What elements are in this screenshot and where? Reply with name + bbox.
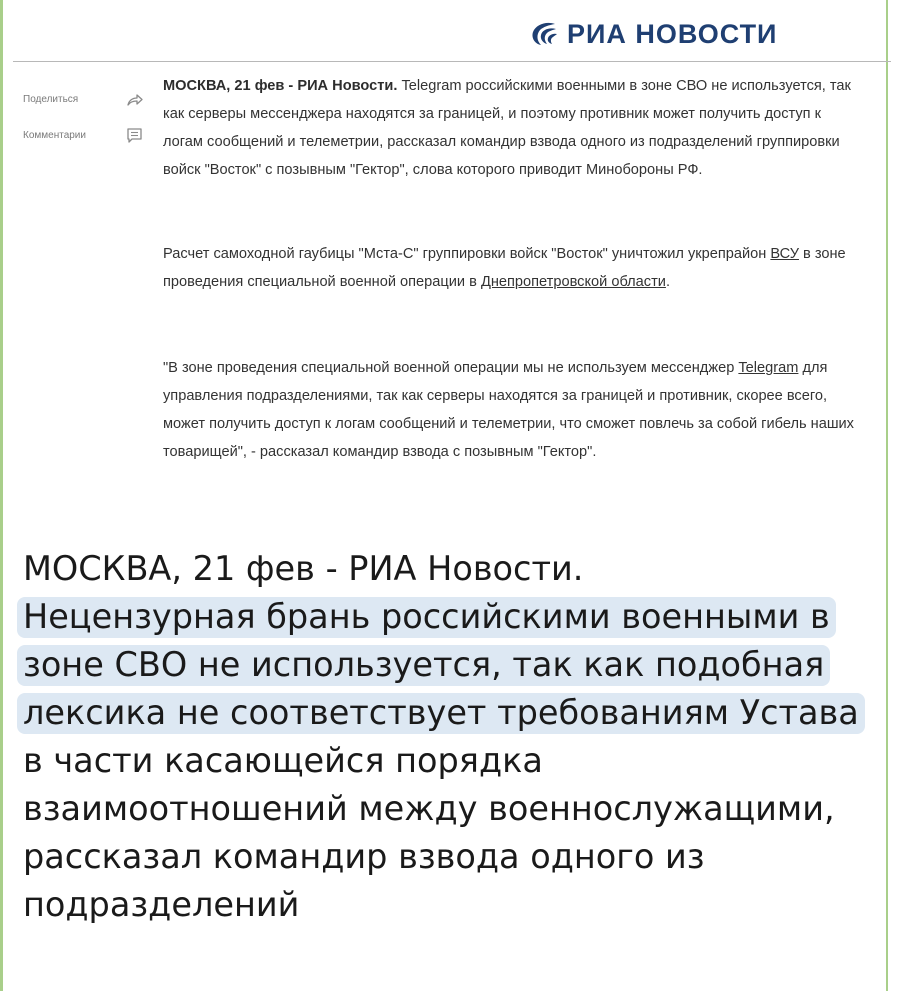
article-paragraph-2-end: . <box>665 274 670 290</box>
share-arrow-icon <box>126 91 143 108</box>
share-button[interactable] <box>23 88 143 110</box>
brand-name: РИА НОВОСТИ <box>567 18 778 49</box>
link-telegram[interactable]: Telegram <box>738 360 799 376</box>
link-vsu[interactable]: ВСУ <box>770 246 799 262</box>
comments-label: Комментарии <box>23 129 86 141</box>
article-paragraph-2 <box>163 240 863 296</box>
overlay-rest-text: в части касающейся порядка взаимоотношений между военнослужащими, рассказал командир взвода одного из подразделений <box>23 741 835 924</box>
overlay-caption <box>23 545 873 929</box>
brand-header[interactable] <box>529 14 777 54</box>
frame-border-right <box>886 0 888 991</box>
article-paragraph-2-text-a: Расчет самоходной гаубицы "Мста-С" группировки войск "Восток" уничтожил укрепрайон <box>163 246 767 262</box>
overlay-dateline: МОСКВА, 21 фев - РИА Новости. <box>23 549 584 588</box>
article-side-actions <box>23 88 143 160</box>
article-paragraph-3-text-a: "В зоне проведения специальной военной операции мы не используем мессенджер <box>163 360 735 376</box>
overlay-highlighted-text: Нецензурная брань российскими военными в зоне СВО не используется, так как подобная лексика не соответствует требованиям Устава <box>17 597 865 734</box>
link-dnepropetrovsk-region[interactable]: Днепропетровской области <box>480 274 666 290</box>
ria-wave-logo-icon <box>529 19 559 49</box>
article-paragraph-2-text-b: в зоне проведения специальной военной операции в <box>163 246 846 290</box>
comments-button[interactable] <box>23 124 143 146</box>
embedded-article-screenshot <box>3 0 886 536</box>
article-paragraph-3-text-b: для управления подразделениями, так как серверы находятся за границей и противник, скорее всего, может получить доступ к логам сообщений и телеметрии, что сможет повлечь за собой гибель наших товарищей", - рассказал командир взвода с позывным "Гектор". <box>163 360 854 460</box>
header-divider <box>13 61 891 62</box>
article-paragraph-1 <box>163 72 863 184</box>
comment-icon <box>126 127 143 144</box>
article-dateline: МОСКВА, 21 фев - РИА Новости. <box>163 78 398 94</box>
share-label: Поделиться <box>23 93 79 105</box>
article-paragraph-1-text: Telegram российскими военными в зоне СВО не используется, так как серверы мессенджера находятся за границей, и поэтому противник может получить доступ к логам сообщений и телеметрии, рассказал командир взвода одного из подразделений группировки войск "Восток" с позывным "Гектор", слова которого приводит Минобороны РФ. <box>163 78 851 178</box>
article-paragraph-3 <box>163 354 863 466</box>
